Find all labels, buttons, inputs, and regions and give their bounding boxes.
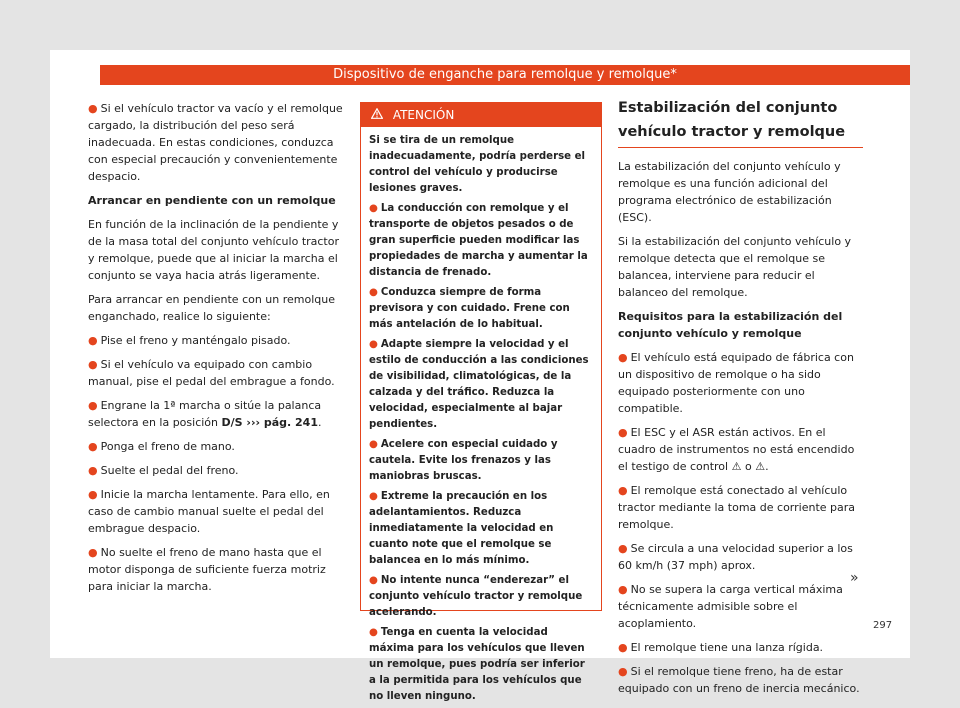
warning-header — [361, 103, 601, 127]
warning-title: ATENCIÓN — [392, 108, 455, 122]
left-column: ● Si el vehículo tractor va vacío y el remolque cargado, la distribución del peso será inadecuada. En estas condiciones, conduzca con especial precaución y convenientemente despacio. Arrancar en pendiente con un remolque En función de la inclinación de la pendiente y de la masa total del conjunto vehículo tractor y remolque, puede que al iniciar la marcha el conjunto se vaya hacia atrás ligeramente. Para arrancar en pendiente con un remolque enganchado, realice lo siguiente: ● Pise el freno y manténgalo pisado. ● Si el vehículo va equipado con cambio manual, pise el pedal del embrague a fondo. ● Engrane la 1ª marcha o sitúe la palanca selectora en la posición D/S ››› pág. 241. ● Ponga el freno de mano. ● Suelte el pedal del freno. ● Inicie la marcha lentamente. Para ello, en caso de cambio manual suelte el pedal del embrague despacio. ● No suelte el freno de mano hasta que el motor disponga de suficiente fuerza motriz para iniciar la marcha. — [88, 100, 346, 602]
list-item: No se supera la carga vertical máxima técnicamente admisible sobre el acoplamiento. — [618, 583, 843, 630]
list-item: El vehículo está equipado de fábrica con un dispositivo de remolque o ha sido equipado posteriormente con uno compatible. — [618, 351, 854, 415]
list-item: Si el remolque tiene freno, ha de estar equipado con un freno de inercia mecánico. — [618, 665, 860, 695]
continue-marker: » — [850, 570, 859, 586]
list-item: El remolque está conectado al vehículo tractor mediante la toma de corriente para remolque. — [618, 484, 856, 531]
paragraph: En función de la inclinación de la pendiente y de la masa total del conjunto vehículo tractor y remolque, puede que al iniciar la marcha el conjunto se vaya hacia atrás ligeramente. — [88, 218, 340, 282]
warning-item: Acelere con especial cuidado y cautela. Evite los frenazos y las maniobras bruscas. — [369, 439, 558, 482]
warning-item: Tenga en cuenta la velocidad máxima para los vehículos que lleven un remolque, pues podría ser inferior a la permitida para los vehículos que no lleven ninguno. — [369, 627, 585, 702]
warning-box: ATENCIÓN Si se tira de un remolque inadecuadamente, podría perderse el control del vehículo y producirse lesiones graves. ● La conducción con remolque y el transporte de objetos pesados o de gran superficie pueden modificar las propiedades de marcha y aumentar la distancia de frenado. ● Conduzca siempre de forma previsora y con cuidado. Frene con más antelación de lo habitual. ● Adapte siempre la velocidad y el estilo de conducción a las condiciones de visibilidad, climatológicas, de la calzada y del tráfico. Reduzca la velocidad, especialmente al bajar pendientes. ● Acelere con especial cuidado y cautela. Evite los frenazos y las maniobras bruscas. ● Extreme la precaución en los adelantamientos. Reduzca inmediatamente la velocidad en cuanto note que el remolque se balancea en lo más mínimo. ● No intente nunca “enderezar” el conjunto vehículo tractor y remolque acelerando. ● Tenga en cuenta la velocidad máxima para los vehículos que lleven un remolque, pues podría ser inferior a la permitida para los vehículos que no lleven ninguno. — [360, 102, 602, 611]
manual-page — [50, 50, 910, 702]
paragraph: Si el vehículo tractor va vacío y el remolque cargado, la distribución del peso será inadecuada. En estas condiciones, conduzca con especial precaución y convenientemente despacio. — [88, 102, 343, 183]
list-item: Suelte el pedal del freno. — [100, 464, 239, 477]
list-item: El remolque tiene una lanza rígida. — [630, 641, 824, 654]
page-reference-link[interactable]: D/S ››› pág. 241 — [221, 416, 318, 429]
paragraph: La estabilización del conjunto vehículo y remolque es una función adicional del programa electrónico de estabilización (ESC). — [618, 160, 841, 224]
warning-triangle-icon — [371, 108, 387, 122]
section-title: Estabilización del conjunto vehículo tractor y remolque — [618, 96, 863, 148]
paragraph: Si la estabilización del conjunto vehículo y remolque detecta que el remolque se balancea, interviene para reducir el balanceo del remolque. — [618, 235, 852, 299]
list-item: El ESC y el ASR están activos. En el cuadro de instrumentos no está encendido el testigo de control — [618, 426, 855, 473]
right-column: Estabilización del conjunto vehículo tractor y remolque La estabilización del conjunto vehículo y remolque es una función adicional del programa electrónico de estabilización (ESC). Si la estabilización del conjunto vehículo y remolque detecta que el remolque se balancea, interviene para reducir el balanceo del remolque. Requisitos para la estabilización del conjunto vehículo y remolque ● El vehículo está equipado de fábrica con un dispositivo de remolque o ha sido equipado posteriormente con uno compatible. ● El ESC y el ASR están activos. En el cuadro de instrumentos no está encendido el testigo de control ⚠ o ⚠. ● El remolque está conectado al vehículo tractor mediante la toma de corriente para remolque. ● Se circula a una velocidad superior a los 60 km/h (37 mph) aprox. ● No se supera la carga vertical máxima técnicamente admisible sobre el acoplamiento. ● El remolque tiene una lanza rígida. ● Si el remolque tiene freno, ha de estar equipado con un freno de inercia mecánico. — [618, 96, 863, 704]
list-item: No suelte el freno de mano hasta que el motor disponga de suficiente fuerza motriz para iniciar la marcha. — [88, 546, 326, 593]
esc-off-warning-light-icon: ⚠ — [755, 460, 766, 473]
subheading: Requisitos para la estabilización del conjunto vehículo y remolque — [618, 310, 843, 340]
warning-item: Adapte siempre la velocidad y el estilo de conducción a las condiciones de visibilidad, climatológicas, de la calzada y del tráfico. Reduzca la velocidad, especialmente al bajar pendientes. — [369, 339, 589, 430]
list-item: Inicie la marcha lentamente. Para ello, en caso de cambio manual suelte el pedal del embrague despacio. — [88, 488, 330, 535]
page-number: 297 — [873, 620, 893, 631]
list-item: Ponga el freno de mano. — [100, 440, 235, 453]
warning-intro: Si se tira de un remolque inadecuadamente, podría perderse el control del vehículo y producirse lesiones graves. — [369, 135, 586, 194]
paragraph: Para arrancar en pendiente con un remolque enganchado, realice lo siguiente: — [88, 293, 336, 323]
warning-item: No intente nunca “enderezar” el conjunto vehículo tractor y remolque acelerando. — [369, 575, 583, 618]
list-item: Si el vehículo va equipado con cambio manual, pise el pedal del embrague a fondo. — [88, 358, 335, 388]
warning-item: La conducción con remolque y el transporte de objetos pesados o de gran superficie pueden modificar las propiedades de marcha y aumentar la distancia de frenado. — [369, 203, 588, 278]
esc-warning-light-icon: ⚠ — [731, 460, 742, 473]
subheading: Arrancar en pendiente con un remolque — [88, 194, 336, 207]
list-item: Pise el freno y manténgalo pisado. — [100, 334, 291, 347]
list-item: Se circula a una velocidad superior a los 60 km/h (37 mph) aprox. — [618, 542, 853, 572]
warning-item: Conduzca siempre de forma previsora y con cuidado. Frene con más antelación de lo habitual. — [369, 287, 570, 330]
warning-item: Extreme la precaución en los adelantamientos. Reduzca inmediatamente la velocidad en cuanto note que el remolque se balancea en lo más mínimo. — [369, 491, 554, 566]
section-header: Dispositivo de enganche para remolque y remolque* — [100, 65, 910, 85]
list-item: Engrane la 1ª marcha o sitúe la palanca selectora en la posición — [88, 399, 322, 429]
